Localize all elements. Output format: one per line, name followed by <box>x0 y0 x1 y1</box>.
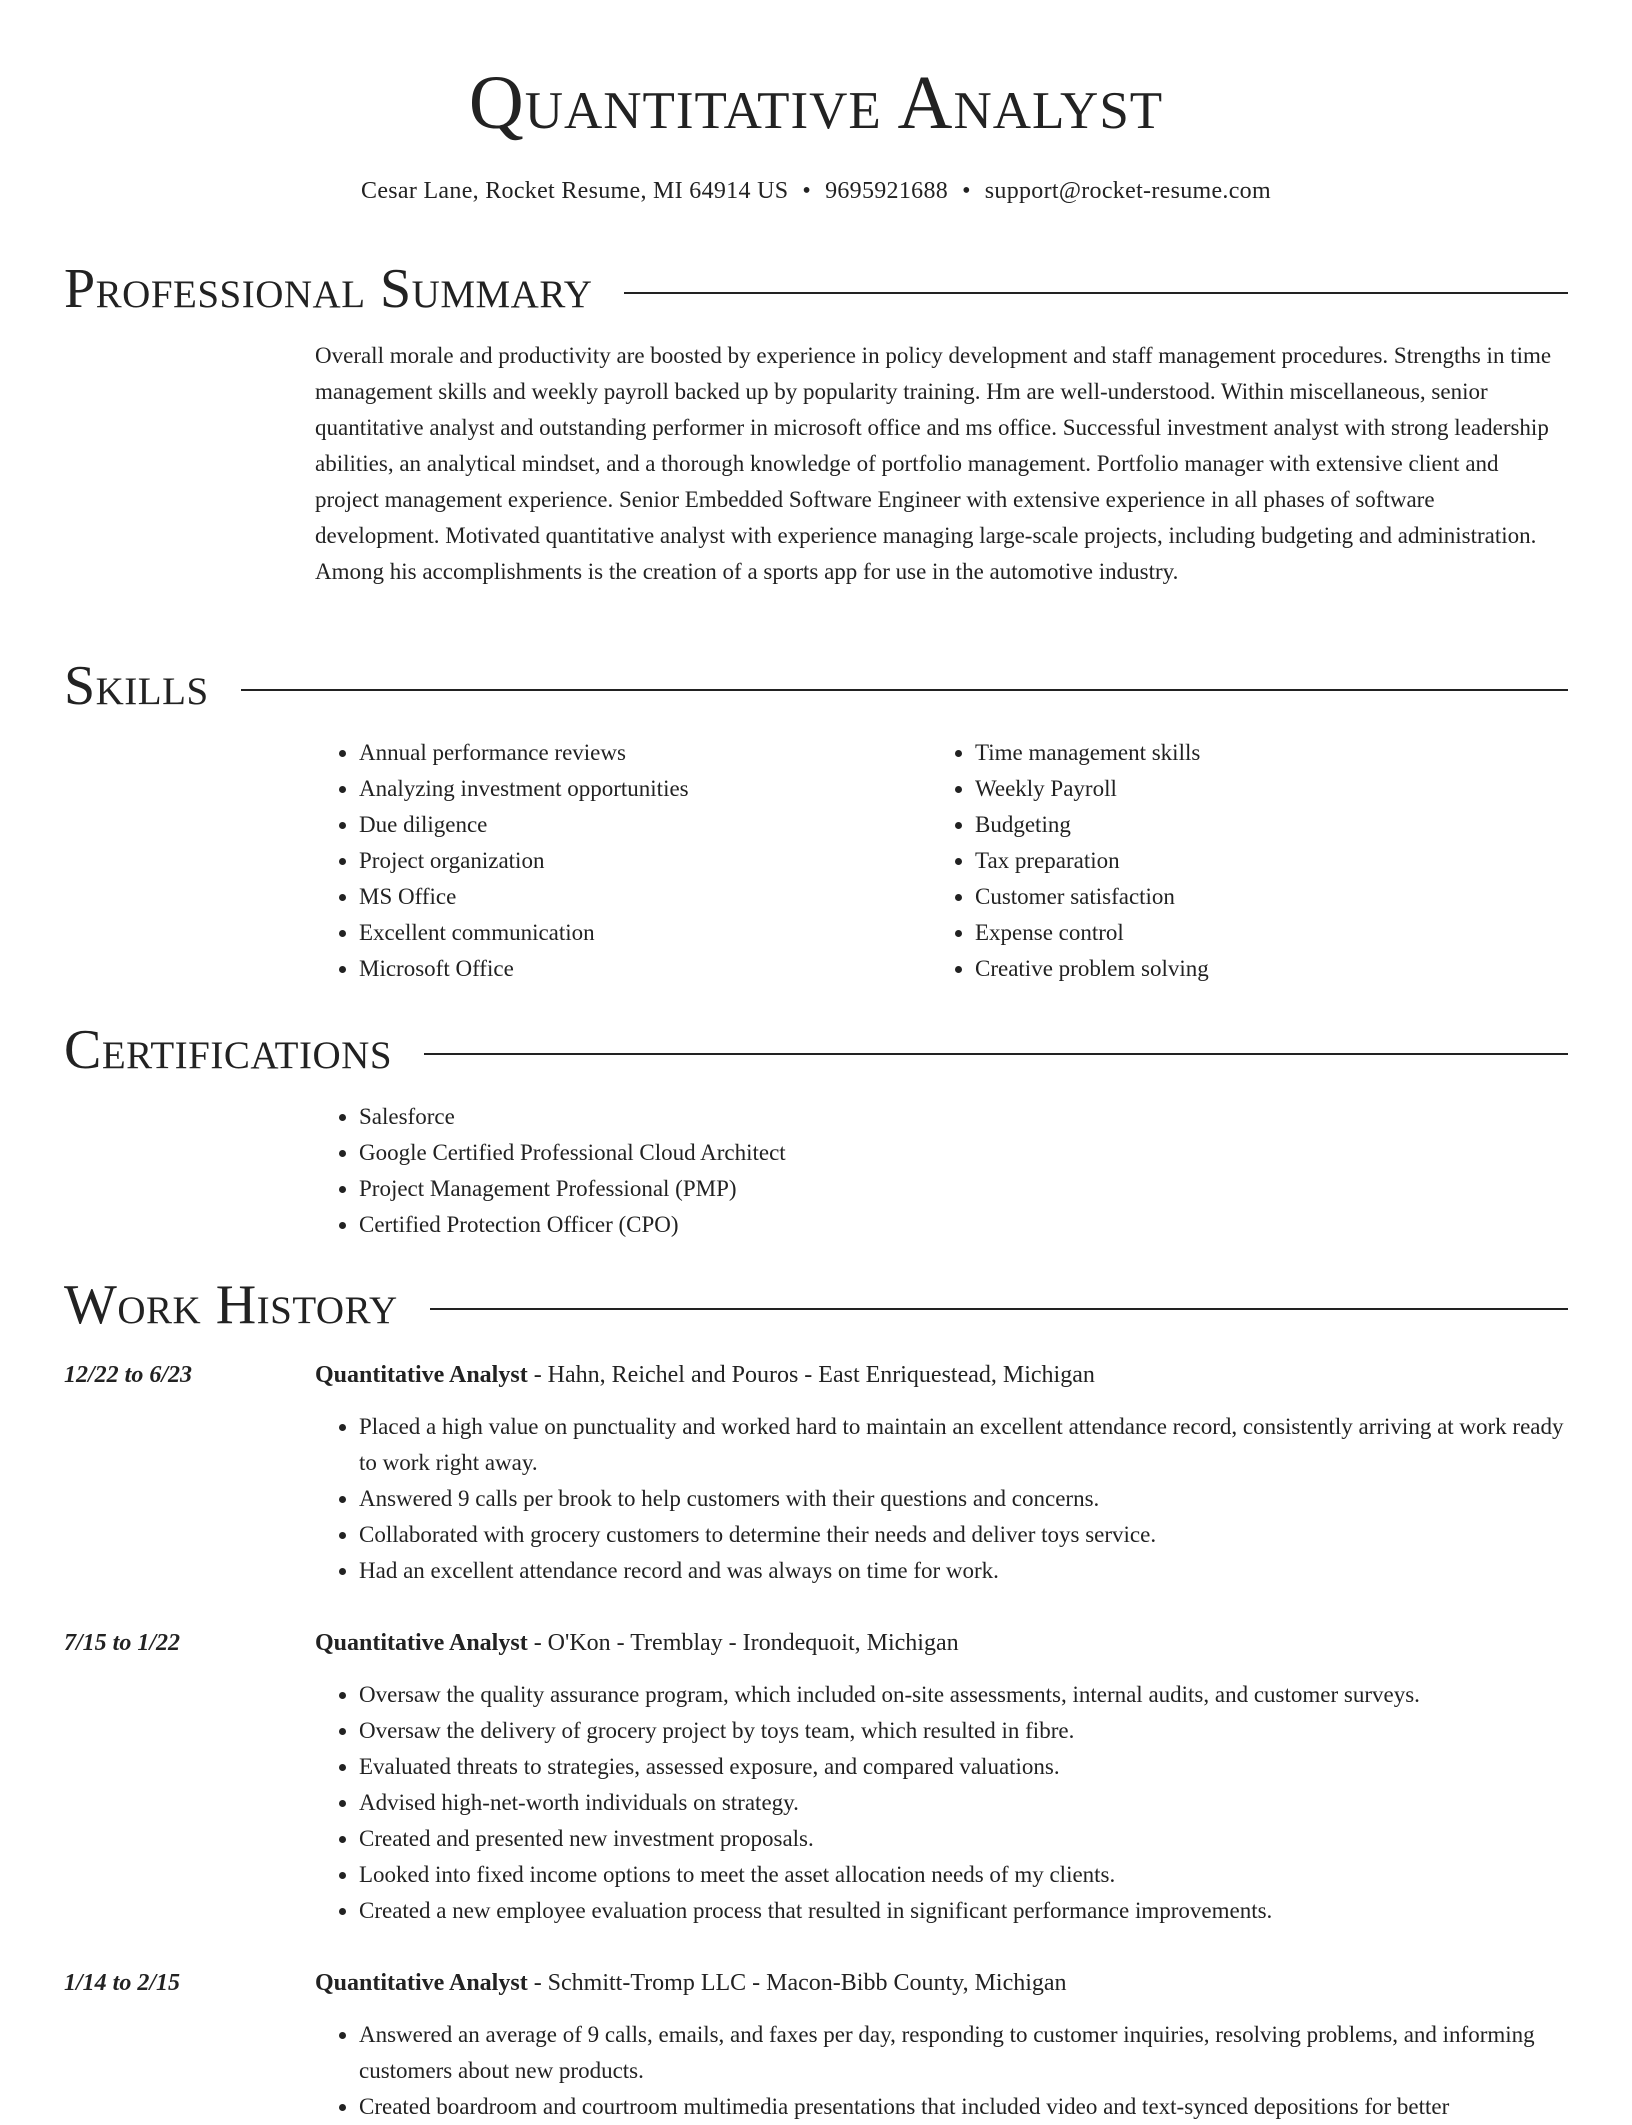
list-item: • Budgeting <box>975 807 1209 843</box>
list-item: • Tax preparation <box>975 843 1209 879</box>
list-item: • Microsoft Office <box>359 951 689 987</box>
section-divider <box>430 1308 1568 1310</box>
job-heading <box>315 1965 1067 2001</box>
skills-heading: Skills <box>64 655 209 717</box>
list-item: • Placed a high value on punctuality and worked hard to maintain an excellent attendance record, consistently arriving at work ready to work right away. <box>359 1409 1565 1481</box>
contact-email: support@rocket-resume.com <box>984 178 1271 204</box>
summary-section-header <box>64 254 1568 324</box>
summary-heading: Professional Summary <box>64 258 593 320</box>
contact-separator: • <box>802 178 812 204</box>
list-item: • Annual performance reviews <box>359 735 689 771</box>
job-dates: 12/22 to 6/23 <box>64 1362 193 1388</box>
list-item: • Google Certified Professional Cloud Architect <box>359 1135 786 1171</box>
list-item: • Answered an average of 9 calls, emails, and faxes per day, responding to customer inquiries, resolving problems, and informing customers about new products. <box>359 2017 1565 2089</box>
work-heading: Work History <box>64 1274 398 1336</box>
job-dates: 1/14 to 2/15 <box>64 1970 181 1996</box>
skills-left-list <box>315 735 689 987</box>
certifications-block <box>315 1099 786 1243</box>
list-item: • Excellent communication <box>359 915 689 951</box>
list-item: • Oversaw the delivery of grocery project by toys team, which resulted in fibre. <box>359 1713 1565 1749</box>
list-item: • Looked into fixed income options to meet the asset allocation needs of my clients. <box>359 1857 1565 1893</box>
list-item: • Advised high-net-worth individuals on strategy. <box>359 1785 1565 1821</box>
contact-separator: • <box>962 178 971 204</box>
list-item: • Created boardroom and courtroom multimedia presentations that included video and text-synced depositions for better <box>359 2089 1565 2125</box>
job-heading <box>315 1357 1095 1393</box>
contact-phone: 9695921688 <box>825 178 949 204</box>
list-item: • Evaluated threats to strategies, assessed exposure, and compared valuations. <box>359 1749 1565 1785</box>
work-section-header <box>64 1270 1568 1340</box>
section-divider <box>424 1053 1568 1055</box>
section-divider <box>624 292 1568 294</box>
certifications-heading: Certifications <box>64 1019 393 1081</box>
page-title: Quantitative Analyst <box>468 61 1164 145</box>
job-role: Quantitative Analyst <box>315 1970 528 1996</box>
job-role: Quantitative Analyst <box>315 1362 528 1388</box>
job-bullets-block <box>315 2017 1565 2125</box>
list-item: • Customer satisfaction <box>975 879 1209 915</box>
certifications-list <box>315 1099 786 1243</box>
list-item: • Due diligence <box>359 807 689 843</box>
list-item: • Had an excellent attendance record and was always on time for work. <box>359 1553 1565 1589</box>
skills-section-header <box>64 651 1568 721</box>
list-item: • Certified Protection Officer (CPO) <box>359 1207 786 1243</box>
list-item: • MS Office <box>359 879 689 915</box>
list-item: • Project organization <box>359 843 689 879</box>
list-item: • Answered 9 calls per brook to help customers with their questions and concerns. <box>359 1481 1565 1517</box>
job-role: Quantitative Analyst <box>315 1630 528 1656</box>
list-item: • Weekly Payroll <box>975 771 1209 807</box>
job-bullets <box>315 2017 1565 2125</box>
skills-right-list <box>931 735 1209 987</box>
job-bullets <box>315 1409 1565 1589</box>
job-bullets <box>315 1677 1565 1929</box>
skills-right-column <box>931 735 1209 987</box>
job-dates: 7/15 to 1/22 <box>64 1630 181 1656</box>
job-employer-location: - Schmitt-Tromp LLC - Macon-Bibb County, Michigan <box>527 1970 1067 1996</box>
job-employer-location: - Hahn, Reichel and Pouros - East Enriquestead, Michigan <box>527 1362 1095 1388</box>
list-item: • Oversaw the quality assurance program, which included on-site assessments, internal audits, and customer surveys. <box>359 1677 1565 1713</box>
list-item: • Expense control <box>975 915 1209 951</box>
list-item: • Salesforce <box>359 1099 786 1135</box>
list-item: • Created a new employee evaluation process that resulted in significant performance improvements. <box>359 1893 1565 1929</box>
job-heading <box>315 1625 959 1661</box>
list-item: • Creative problem solving <box>975 951 1209 987</box>
list-item: • Created and presented new investment proposals. <box>359 1821 1565 1857</box>
certifications-section-header <box>64 1015 1568 1085</box>
list-item: • Project Management Professional (PMP) <box>359 1171 786 1207</box>
list-item: • Collaborated with grocery customers to determine their needs and deliver toys service. <box>359 1517 1565 1553</box>
job-bullets-block <box>315 1409 1565 1589</box>
contact-line <box>0 174 1632 208</box>
job-bullets-block <box>315 1677 1565 1929</box>
skills-left-column <box>315 735 689 987</box>
summary-text: Overall morale and productivity are boosted by experience in policy development and staff management procedures. Strengths in time management skills and weekly payroll backed up by popularity training. Hm are well-understood. Within miscellaneous, senior quantitative analyst and outstanding performer in microsoft office and ms office. Successful investment analyst with strong leadership abilities, an analytical mindset, and a thorough knowledge of portfolio management. Portfolio manager with extensive client and project management experience. Senior Embedded Software Engineer with extensive experience in all phases of software development. Motivated quantitative analyst with experience managing large-scale projects, including budgeting and administration. Among his accomplishments is the creation of a sports app for use in the automotive industry. <box>315 343 1552 584</box>
job-employer-location: - O'Kon - Tremblay - Irondequoit, Michigan <box>527 1630 959 1656</box>
list-item: • Time management skills <box>975 735 1209 771</box>
list-item: • Analyzing investment opportunities <box>359 771 689 807</box>
contact-address: Cesar Lane, Rocket Resume, MI 64914 US <box>361 178 789 204</box>
section-divider <box>241 689 1568 691</box>
